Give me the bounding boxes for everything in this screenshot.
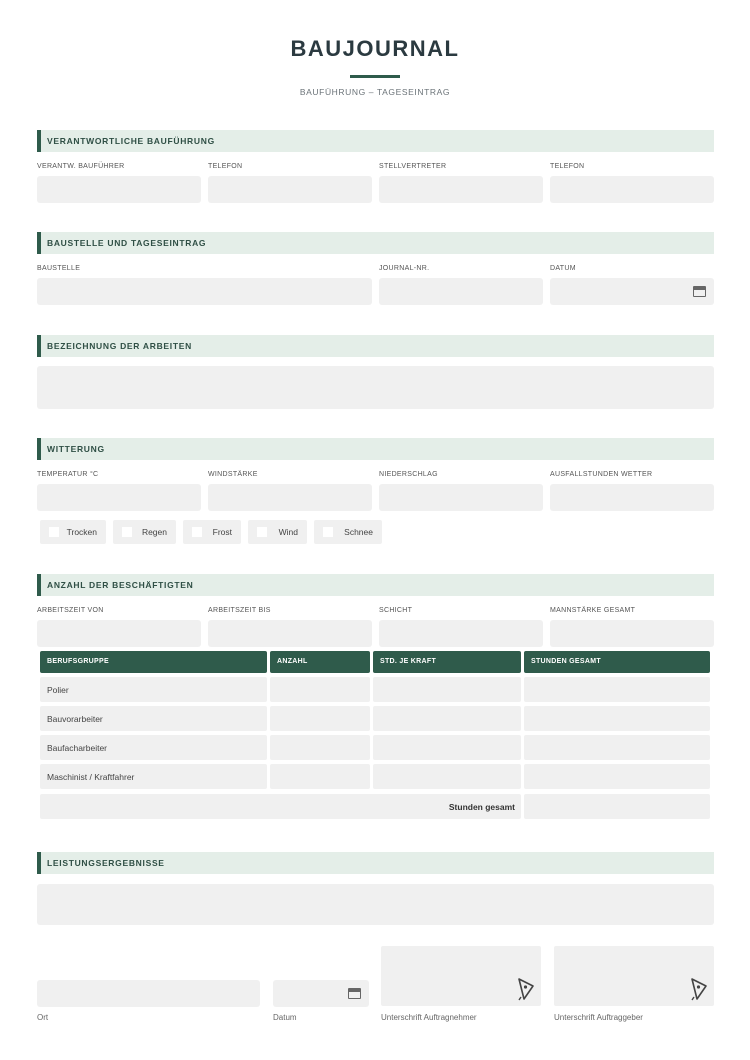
mannstärke-field[interactable] — [550, 620, 714, 647]
row-label: Baufacharbeiter — [47, 743, 108, 753]
table-header-std-je-kraft — [373, 651, 521, 673]
label-arbeitszeit-von: ARBEITSZEIT VON — [37, 607, 104, 614]
section-beschäftigte — [37, 574, 714, 596]
anzahl-cell[interactable] — [270, 706, 370, 731]
bauführer-field[interactable] — [37, 176, 201, 203]
datum-label: Datum — [273, 1013, 297, 1022]
label-mannstärke: MANNSTÄRKE GESAMT — [550, 607, 636, 614]
row-label: Polier — [47, 685, 69, 695]
checkbox-label: Regen — [141, 527, 167, 537]
total-label: Stunden gesamt — [448, 802, 515, 812]
table-row-label — [40, 677, 267, 702]
checkbox-frost[interactable] — [183, 520, 241, 544]
checkbox-wind[interactable] — [248, 520, 307, 544]
ort-field[interactable] — [37, 980, 260, 1007]
checkbox-label: Trocken — [66, 527, 97, 537]
table-row-label — [40, 706, 267, 731]
row-label: Bauvorarbeiter — [47, 714, 103, 724]
table-header-label: ANZAHL — [277, 658, 308, 665]
anzahl-cell[interactable] — [270, 735, 370, 760]
label-journal-nr: JOURNAL-NR. — [379, 265, 430, 272]
checkbox-label: Wind — [278, 527, 298, 537]
datum-footer-field[interactable] — [273, 980, 369, 1007]
label-baustelle: BAUSTELLE — [37, 265, 81, 272]
label-telefon-2: TELEFON — [550, 163, 585, 170]
journal-nr-field[interactable] — [379, 278, 543, 305]
label-arbeitszeit-bis: ARBEITSZEIT BIS — [208, 607, 271, 614]
pen-icon — [689, 977, 709, 1001]
section-title: WITTERUNG — [47, 444, 105, 454]
arbeitszeit-von-field[interactable] — [37, 620, 201, 647]
std-je-kraft-cell[interactable] — [373, 764, 521, 789]
checkbox-box[interactable] — [323, 527, 333, 537]
schicht-field[interactable] — [379, 620, 543, 647]
page-title: BAUJOURNAL — [290, 36, 460, 61]
temperatur-field[interactable] — [37, 484, 201, 511]
arbeitszeit-bis-field[interactable] — [208, 620, 372, 647]
std-je-kraft-cell[interactable] — [373, 706, 521, 731]
table-row-label — [40, 764, 267, 789]
title-underline — [350, 75, 400, 78]
pen-icon — [516, 977, 536, 1001]
checkbox-label: Schnee — [344, 527, 373, 537]
section-title: VERANTWORTLICHE BAUFÜHRUNG — [47, 136, 215, 146]
checkbox-box[interactable] — [192, 527, 202, 537]
label-niederschlag: NIEDERSCHLAG — [379, 471, 438, 478]
label-stellvertreter: STELLVERTRETER — [379, 163, 447, 170]
stunden-gesamt-cell[interactable] — [524, 735, 710, 760]
section-baustelle — [37, 232, 714, 254]
section-arbeiten — [37, 335, 714, 357]
checkbox-trocken[interactable] — [40, 520, 106, 544]
baustelle-field[interactable] — [37, 278, 372, 305]
telefon-field-1[interactable] — [208, 176, 372, 203]
stunden-gesamt-cell[interactable] — [524, 706, 710, 731]
table-header-label: STUNDEN GESAMT — [531, 658, 601, 665]
anzahl-cell[interactable] — [270, 677, 370, 702]
checkbox-box[interactable] — [49, 527, 59, 537]
ausfallstunden-field[interactable] — [550, 484, 714, 511]
stunden-gesamt-total-cell[interactable] — [524, 794, 710, 819]
signature-auftragnehmer[interactable] — [381, 946, 541, 1006]
section-leistungsergebnisse — [37, 852, 714, 874]
section-title: LEISTUNGSERGEBNISSE — [47, 858, 165, 868]
table-header-label: BERUFSGRUPPE — [47, 658, 109, 665]
checkbox-box[interactable] — [122, 527, 132, 537]
section-title: BAUSTELLE UND TAGESEINTRAG — [47, 238, 207, 248]
label-bauführer: VERANTW. BAUFÜHRER — [37, 163, 125, 170]
table-row-label — [40, 735, 267, 760]
table-header-label: STD. JE KRAFT — [380, 658, 437, 665]
std-je-kraft-cell[interactable] — [373, 677, 521, 702]
niederschlag-field[interactable] — [379, 484, 543, 511]
section-witterung — [37, 438, 714, 460]
section-title: BEZEICHNUNG DER ARBEITEN — [47, 341, 192, 351]
stunden-gesamt-cell[interactable] — [524, 764, 710, 789]
leistung-textarea[interactable] — [37, 884, 714, 925]
calendar-icon[interactable] — [348, 988, 361, 999]
datum-field[interactable] — [550, 278, 714, 305]
label-ausfallstunden: AUSFALLSTUNDEN WETTER — [550, 471, 653, 478]
table-header-berufsgruppe — [40, 651, 267, 673]
label-schicht: SCHICHT — [379, 607, 413, 614]
signature-auftraggeber[interactable] — [554, 946, 714, 1006]
signature-auftragnehmer-label: Unterschrift Auftragnehmer — [381, 1013, 477, 1022]
page-subtitle: BAUFÜHRUNG – TAGESEINTRAG — [299, 87, 451, 97]
stunden-gesamt-cell[interactable] — [524, 677, 710, 702]
section-title: ANZAHL DER BESCHÄFTIGTEN — [47, 580, 194, 590]
label-windstärke: WINDSTÄRKE — [208, 471, 258, 478]
table-header-stunden-gesamt — [524, 651, 710, 673]
anzahl-cell[interactable] — [270, 764, 370, 789]
label-telefon-1: TELEFON — [208, 163, 243, 170]
table-header-anzahl — [270, 651, 370, 673]
checkbox-schnee[interactable] — [314, 520, 382, 544]
signature-auftraggeber-label: Unterschrift Auftraggeber — [554, 1013, 643, 1022]
section-verantwortliche-bauführung — [37, 130, 714, 152]
checkbox-box[interactable] — [257, 527, 267, 537]
row-label: Maschinist / Kraftfahrer — [47, 772, 135, 782]
label-datum: DATUM — [550, 265, 576, 272]
ort-label: Ort — [37, 1013, 49, 1022]
windstärke-field[interactable] — [208, 484, 372, 511]
stellvertreter-field[interactable] — [379, 176, 543, 203]
std-je-kraft-cell[interactable] — [373, 735, 521, 760]
table-total-row — [40, 794, 521, 819]
calendar-icon[interactable] — [693, 286, 706, 297]
arbeiten-textarea[interactable] — [37, 366, 714, 409]
label-temperatur: TEMPERATUR °C — [37, 471, 99, 478]
checkbox-regen[interactable] — [113, 520, 176, 544]
checkbox-label: Frost — [212, 527, 232, 537]
telefon-field-2[interactable] — [550, 176, 714, 203]
